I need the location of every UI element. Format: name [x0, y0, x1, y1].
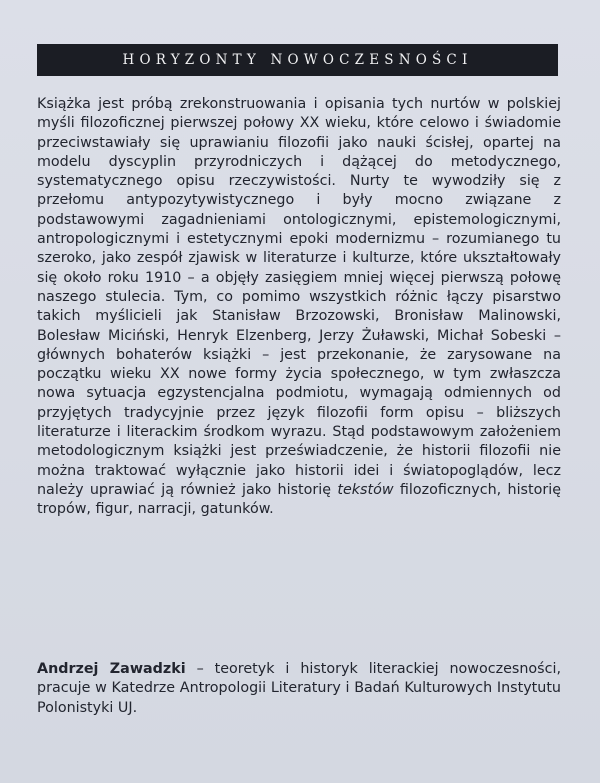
book-description: [37, 95, 561, 520]
series-title: HORYZONTY NOWOCZESNOŚCI: [122, 52, 473, 68]
author-note: [37, 660, 561, 718]
description-text-end: filozoficznych, historię tropów, figur, narracji, gatunków.: [37, 481, 562, 518]
description-paragraph: [37, 95, 561, 520]
description-emphasis: tekstów: [337, 481, 394, 498]
author-bio: – teoretyk i historyk literackiej nowoczesności, pracuje w Katedrze Antropologii Literatury i Badań Kulturowych Instytutu Polonistyki UJ.: [37, 661, 561, 716]
description-text: Książka jest próbą zrekonstruowania i opisania tych nurtów w polskiej myśli filozoficznej pierwszej połowy XX wieku, które celowo i świadomie przeciwstawiały się uprawianiu filozofii jako nauki ścisłej, opartej na modelu dyscyplin przyrodniczych i dążącej do metodycznego, systematycznego opisu rzeczywistości. Nurty te wywodziły się z przełomu antypozytywistycznego i były mocno związane z podstawowymi zagadnieniami ontologicznymi, epistemologicznymi, antropologicznymi i estetycznymi epoki modernizmu – rozumianego tu szeroko, jako zespół zjawisk w literaturze i kulturze, które ukształtowały się około roku 1910 – a objęły zasięgiem mniej więcej pierwszą połowę naszego stulecia. Tym, co pomimo wszystkich różnic łączy pisarstwo takich myślicieli jak Stanisław Brzozowski, Bronisław Malinowski, Bolesław Miciński, Henryk Elzenberg, Jerzy Żuławski, Michał Sobeski – głównych bohaterów książki – jest przekonanie, że zarysowane na początku wieku XX nowe formy życia społecznego, w tym zwłaszcza nowa sytuacja egzystencjalna podmiotu, wymagają odmiennych od przyjętych tradycyjnie przez język filozofii form opisu – bliższych literaturze i literackim środkom wyrazu. Stąd podstawowym założeniem metodologicznym książki jest przeświadczenie, że historii filozofii nie można traktować wyłącznie jako historii idei i światopoglądów, lecz należy uprawiać ją również jako historię: [37, 96, 561, 498]
author-name: Andrzej Zawadzki: [37, 661, 186, 677]
series-banner: [37, 44, 558, 76]
